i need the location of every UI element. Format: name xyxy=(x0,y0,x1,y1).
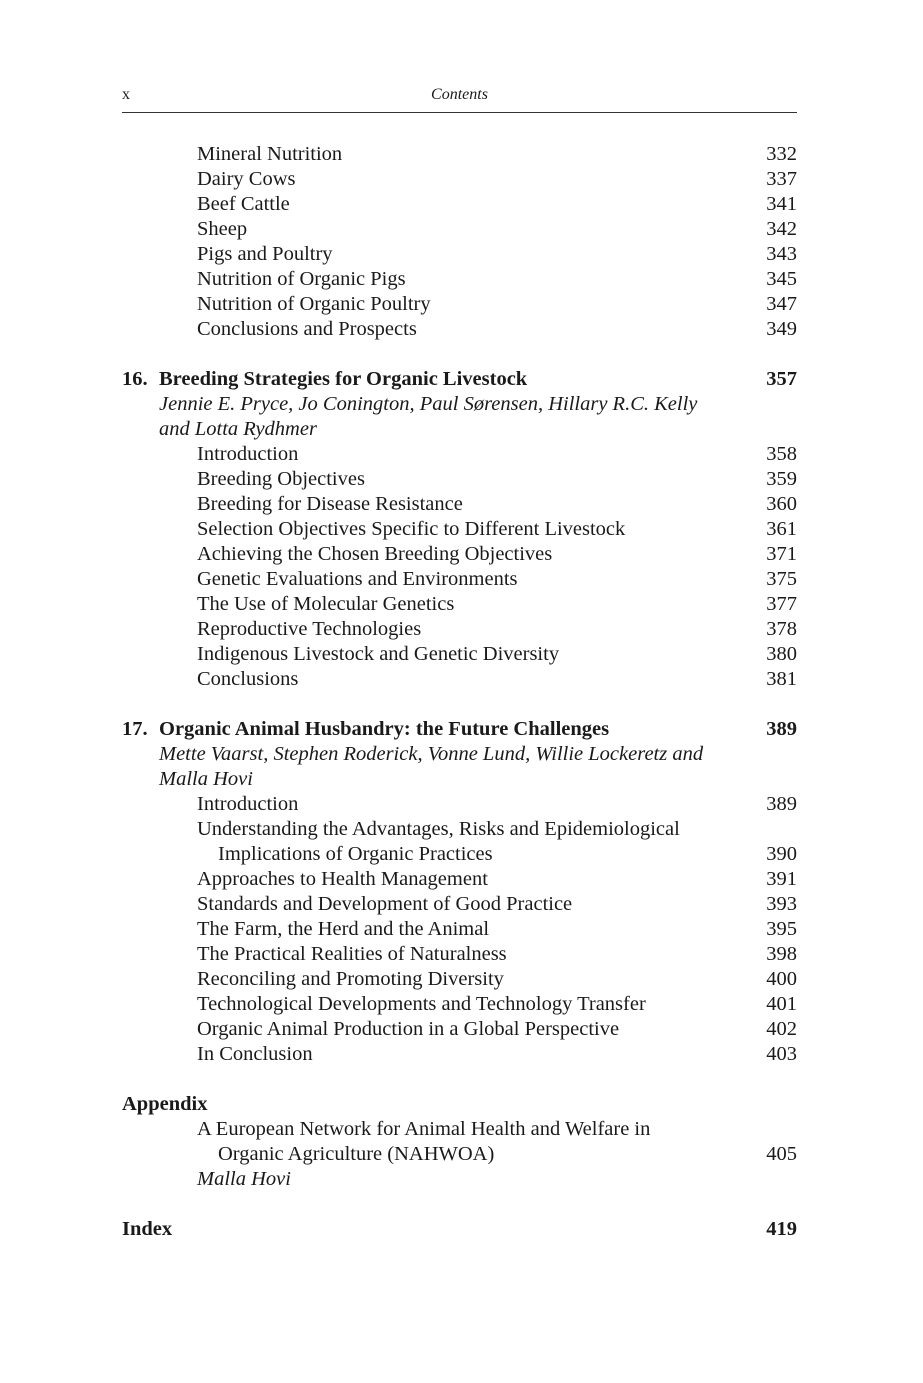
toc-entry-page: 401 xyxy=(766,993,797,1015)
toc-entry-title: Introduction xyxy=(197,793,299,815)
toc-entry[interactable] xyxy=(122,517,797,542)
toc-entry-title: Conclusions and Prospects xyxy=(197,318,417,340)
toc-entry[interactable] xyxy=(122,292,797,317)
toc-entry-page: 359 xyxy=(766,468,797,490)
chapter-authors: Malla Hovi xyxy=(159,768,253,790)
toc-entry-title: Pigs and Poultry xyxy=(197,243,333,265)
toc-entry-title: Implications of Organic Practices xyxy=(218,843,493,865)
toc-entry[interactable] xyxy=(122,442,797,467)
toc-entry-title: Standards and Development of Good Practice xyxy=(197,893,573,915)
toc-entry[interactable] xyxy=(122,267,797,292)
toc-appendix xyxy=(122,1092,797,1192)
toc-entry-page: 390 xyxy=(766,843,797,865)
toc-entry-title: Beef Cattle xyxy=(197,193,290,215)
toc-entry-page: 389 xyxy=(766,793,797,815)
toc-entry[interactable] xyxy=(122,967,797,992)
toc-entry-title: Nutrition of Organic Poultry xyxy=(197,293,431,315)
toc-entry-title: The Practical Realities of Naturalness xyxy=(197,943,507,965)
toc-entry-page: 342 xyxy=(766,218,797,240)
appendix-heading[interactable]: Appendix xyxy=(122,1093,208,1115)
toc-entry[interactable] xyxy=(122,917,797,942)
page-header xyxy=(122,84,797,113)
toc-chapter-16 xyxy=(122,367,797,692)
toc-entry-page: 377 xyxy=(766,593,797,615)
toc-entry-page: 361 xyxy=(766,518,797,540)
page-number: x xyxy=(122,86,130,103)
chapter-authors: Jennie E. Pryce, Jo Conington, Paul Sørensen, Hillary R.C. Kelly xyxy=(159,393,698,415)
toc-chapter-17 xyxy=(122,717,797,1067)
toc-entry-title: Approaches to Health Management xyxy=(197,868,488,890)
chapter-title: Organic Animal Husbandry: the Future Challenges xyxy=(159,718,610,740)
toc-entry-title: Introduction xyxy=(197,443,299,465)
toc-entry[interactable] xyxy=(122,942,797,967)
toc-entry[interactable] xyxy=(122,867,797,892)
toc-entry-title: The Farm, the Herd and the Animal xyxy=(197,918,490,940)
toc-entry-title: Reproductive Technologies xyxy=(197,618,422,640)
toc-entry-wrapped[interactable] xyxy=(122,1117,797,1142)
toc-entry-title: Sheep xyxy=(197,218,248,240)
toc-entry[interactable] xyxy=(122,1017,797,1042)
toc-entry-page: 381 xyxy=(766,668,797,690)
toc-entry[interactable] xyxy=(122,167,797,192)
toc-entry-page: 332 xyxy=(766,143,797,165)
toc-entry[interactable] xyxy=(122,142,797,167)
chapter-page: 357 xyxy=(766,368,797,390)
toc-entry-title: Organic Animal Production in a Global Perspective xyxy=(197,1018,620,1040)
toc-entry-title: Mineral Nutrition xyxy=(197,143,343,165)
toc-entry-page: 402 xyxy=(766,1018,797,1040)
toc-entry[interactable] xyxy=(122,242,797,267)
toc-entry-page: 349 xyxy=(766,318,797,340)
toc-entry-page: 395 xyxy=(766,918,797,940)
toc-entry[interactable] xyxy=(122,192,797,217)
toc-entry-page: 380 xyxy=(766,643,797,665)
toc-index[interactable] xyxy=(122,1217,797,1242)
toc-entry[interactable] xyxy=(122,1042,797,1067)
toc-entry[interactable] xyxy=(122,892,797,917)
toc-entry[interactable] xyxy=(122,567,797,592)
toc-entry[interactable] xyxy=(122,642,797,667)
toc-entry[interactable] xyxy=(122,617,797,642)
toc-entry-page: 337 xyxy=(766,168,797,190)
chapter-page: 389 xyxy=(766,718,797,740)
toc-entry-continuation[interactable] xyxy=(122,842,797,867)
toc-entry-title: Breeding for Disease Resistance xyxy=(197,493,463,515)
toc-entry-title: Indigenous Livestock and Genetic Diversity xyxy=(197,643,560,665)
toc-entry[interactable] xyxy=(122,492,797,517)
toc-entry-title: In Conclusion xyxy=(197,1043,313,1065)
toc-entry[interactable] xyxy=(122,792,797,817)
toc-entry-wrapped[interactable] xyxy=(122,817,797,842)
toc-entry-title: Conclusions xyxy=(197,668,299,690)
chapter-authors: Mette Vaarst, Stephen Roderick, Vonne Lund, Willie Lockeretz and xyxy=(159,743,704,765)
chapter-title: Breeding Strategies for Organic Livestock xyxy=(159,368,528,390)
toc-entry-title: Genetic Evaluations and Environments xyxy=(197,568,518,590)
toc-entry-page: 358 xyxy=(766,443,797,465)
index-page: 419 xyxy=(766,1218,797,1240)
table-of-contents xyxy=(122,142,797,1242)
toc-entry-page: 341 xyxy=(766,193,797,215)
toc-entry-page: 378 xyxy=(766,618,797,640)
toc-entry-page: 371 xyxy=(766,543,797,565)
toc-entry[interactable] xyxy=(122,592,797,617)
toc-entry-continuation[interactable] xyxy=(122,1142,797,1167)
toc-entry[interactable] xyxy=(122,317,797,342)
toc-entry[interactable] xyxy=(122,667,797,692)
toc-entry-page: 403 xyxy=(766,1043,797,1065)
index-title: Index xyxy=(122,1218,173,1240)
appendix-author: Malla Hovi xyxy=(197,1168,291,1190)
toc-entry-title: Dairy Cows xyxy=(197,168,296,190)
toc-entry-page: 398 xyxy=(766,943,797,965)
toc-entry[interactable] xyxy=(122,217,797,242)
toc-entry-title: Nutrition of Organic Pigs xyxy=(197,268,406,290)
toc-entry-page: 405 xyxy=(766,1143,797,1165)
chapter-heading[interactable] xyxy=(122,717,797,742)
chapter-number: 17. xyxy=(122,718,148,740)
chapter-heading[interactable] xyxy=(122,367,797,392)
toc-entry-page: 375 xyxy=(766,568,797,590)
toc-entry-title: Understanding the Advantages, Risks and Epidemiological xyxy=(197,818,680,840)
toc-entry-page: 345 xyxy=(766,268,797,290)
toc-entry-title: A European Network for Animal Health and Welfare in xyxy=(197,1118,651,1140)
toc-entry-title: Achieving the Chosen Breeding Objectives xyxy=(197,543,553,565)
toc-entry-page: 391 xyxy=(766,868,797,890)
toc-entry-title: Reconciling and Promoting Diversity xyxy=(197,968,504,990)
chapter-authors: and Lotta Rydhmer xyxy=(159,418,317,440)
toc-entry-page: 360 xyxy=(766,493,797,515)
toc-entry-page: 347 xyxy=(766,293,797,315)
toc-entry-title: The Use of Molecular Genetics xyxy=(197,593,455,615)
toc-entry[interactable] xyxy=(122,542,797,567)
toc-block-chapter-15-continued xyxy=(122,142,797,342)
toc-entry-page: 400 xyxy=(766,968,797,990)
toc-entry[interactable] xyxy=(122,992,797,1017)
toc-entry-title: Selection Objectives Specific to Different Livestock xyxy=(197,518,626,540)
toc-entry[interactable] xyxy=(122,467,797,492)
chapter-number: 16. xyxy=(122,368,148,390)
toc-entry-title: Organic Agriculture (NAHWOA) xyxy=(218,1143,495,1165)
toc-entry-title: Breeding Objectives xyxy=(197,468,365,490)
running-title: Contents xyxy=(431,86,488,103)
toc-entry-page: 343 xyxy=(766,243,797,265)
toc-entry-title: Technological Developments and Technology Transfer xyxy=(197,993,646,1015)
toc-entry-page: 393 xyxy=(766,893,797,915)
